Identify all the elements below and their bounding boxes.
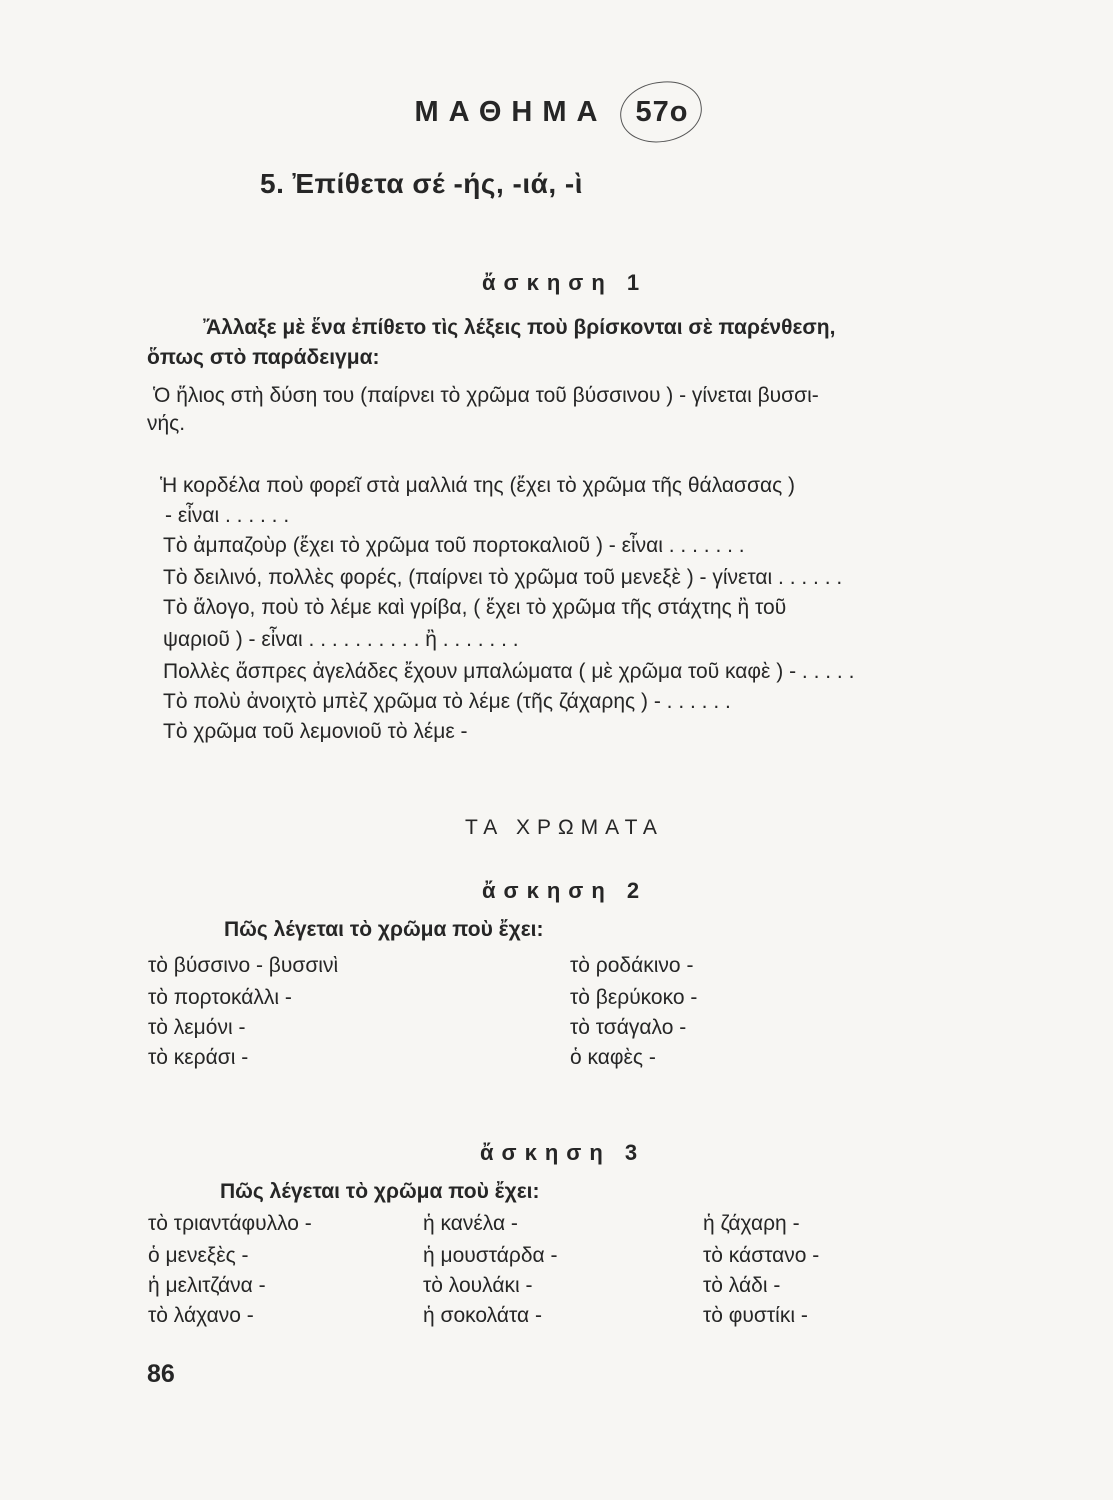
lesson-number: 57ο	[626, 92, 699, 133]
exercise-2-item: τὸ βερύκοκο -	[570, 986, 698, 1009]
exercise-3-item: τὸ τριαντάφυλλο -	[148, 1212, 312, 1235]
exercise-2-item: τὸ κεράσι -	[148, 1046, 249, 1069]
exercise-1-line: Τὸ ἀμπαζοὺρ (ἔχει τὸ χρῶμα τοῦ πορτοκαλιοῦ ) - εἶναι . . . . . . .	[163, 534, 745, 557]
page-number: 86	[147, 1360, 175, 1388]
exercise-2-item: τὸ πορτοκάλλι -	[148, 986, 292, 1009]
hand-drawn-circle	[616, 77, 706, 148]
exercise-1-line: Τὸ χρῶμα τοῦ λεμονιοῦ τὸ λέμε -	[163, 720, 468, 743]
lesson-word: ΜΑΘΗΜΑ	[414, 96, 608, 128]
exercise-1-line: - εἶναι . . . . . .	[165, 504, 290, 527]
exercise-1-instruction-line-2: ὅπως στὸ παράδειγμα:	[147, 346, 380, 369]
exercise-3-item: ἡ σοκολάτα -	[423, 1304, 542, 1327]
exercise-2-item: τὸ λεμόνι -	[148, 1016, 246, 1039]
exercise-2-item: ὁ καφὲς -	[570, 1046, 656, 1069]
exercise-2-heading: ἄσκηση 2	[482, 878, 648, 903]
lesson-title	[0, 92, 1113, 133]
chapter-title: 5. Ἐπίθετα σέ -ής, -ιά, -ὶ	[260, 168, 583, 199]
exercise-3-item: ἡ μουστάρδα -	[423, 1244, 558, 1267]
exercise-1-line: Ὁ ἥλιος στὴ δύση του (παίρνει τὸ χρῶμα τοῦ βύσσινου ) - γίνεται βυσσι-	[153, 384, 819, 407]
exercise-2-instruction: Πῶς λέγεται τὸ χρῶμα ποὺ ἔχει:	[224, 918, 544, 941]
exercise-2-item: τὸ ροδάκινο -	[570, 954, 694, 977]
exercise-3-heading: ἄσκηση 3	[480, 1140, 646, 1165]
exercise-3-instruction: Πῶς λέγεται τὸ χρῶμα ποὺ ἔχει:	[220, 1180, 540, 1203]
exercise-1-line: Τὸ δειλινό, πολλὲς φορές, (παίρνει τὸ χρῶμα τοῦ μενεξὲ ) - γίνεται . . . . . .	[163, 566, 843, 589]
exercise-1-line: νής.	[147, 412, 186, 435]
exercise-1-line: Τὸ ἄλογο, ποὺ τὸ λέμε καὶ γρίβα, ( ἔχει τὸ χρῶμα τῆς στάχτης ἢ τοῦ	[163, 596, 787, 619]
exercise-1-line: Πολλὲς ἄσπρες ἀγελάδες ἔχουν μπαλώματα ( μὲ χρῶμα τοῦ καφὲ ) - . . . . .	[163, 660, 855, 683]
exercise-3-item: τὸ φυστίκι -	[703, 1304, 808, 1327]
exercise-3-item: τὸ λουλάκι -	[423, 1274, 533, 1297]
exercise-1-line: ψαριοῦ ) - εἶναι . . . . . . . . . . ἢ . . . . . . .	[163, 628, 519, 651]
exercise-2-item: τὸ βύσσινο - βυσσινὶ	[148, 954, 339, 977]
exercise-3-item: ἡ ζάχαρη -	[703, 1212, 800, 1235]
colors-section-title: ΤΑ ΧΡΩΜΑΤΑ	[465, 816, 664, 839]
exercise-1-instruction-line-1: Ἄλλαξε μὲ ἕνα ἐπίθετο τὶς λέξεις ποὺ βρίσκονται σὲ παρένθεση,	[203, 316, 836, 339]
exercise-1-line: Τὸ πολὺ ἀνοιχτὸ μπὲζ χρῶμα τὸ λέμε (τῆς ζάχαρης ) - . . . . . .	[163, 690, 731, 713]
exercise-3-item: ὁ μενεξὲς -	[148, 1244, 249, 1267]
exercise-3-item: τὸ λάδι -	[703, 1274, 781, 1297]
exercise-3-item: ἡ κανέλα -	[423, 1212, 518, 1235]
exercise-2-item: τὸ τσάγαλο -	[570, 1016, 687, 1039]
exercise-3-item: ἡ μελιτζάνα -	[148, 1274, 266, 1297]
exercise-3-item: τὸ λάχανο -	[148, 1304, 254, 1327]
exercise-1-heading: ἄσκηση 1	[482, 270, 648, 295]
exercise-1-line: Ἡ κορδέλα ποὺ φορεῖ στὰ μαλλιά της (ἔχει τὸ χρῶμα τῆς θάλασσας )	[160, 474, 796, 497]
exercise-3-item: τὸ κάστανο -	[703, 1244, 820, 1267]
